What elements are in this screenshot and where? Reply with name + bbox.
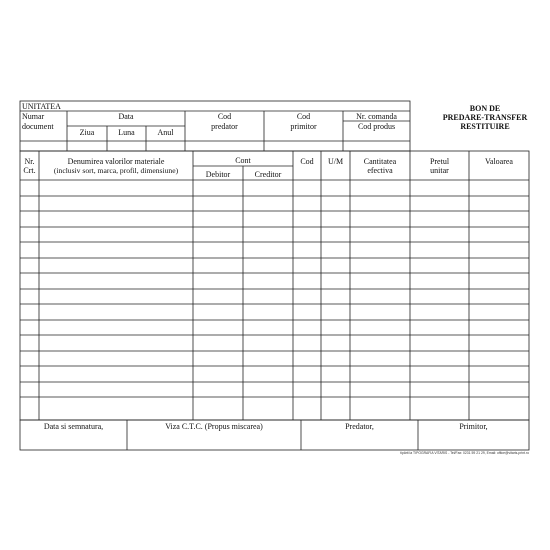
day-label: Ziua (79, 128, 95, 137)
viza-ctc-label: Viza C.T.C. (Propus miscarea) (165, 422, 263, 431)
form-title-line3: RESTITUIRE (460, 122, 510, 131)
year-label: Anul (157, 128, 174, 137)
pretul-header-line2: unitar (430, 166, 449, 175)
denumire-header-line2: (inclusiv sort, marca, profil, dimensiune) (53, 166, 179, 175)
primitor-label: Primitor, (459, 422, 488, 431)
doc-number-label-line1: Numar (22, 112, 45, 121)
predator-label: Predator, (345, 422, 374, 431)
nr-crt-header-line2: Crt. (23, 166, 36, 175)
cod-predator-label-line1: Cod (217, 112, 232, 121)
cantitatea-header-line1: Cantitatea (363, 157, 397, 166)
form-title-line2: PREDARE-TRANSFER (442, 113, 528, 122)
denumire-header-line1: Denumirea valorilor materiale (67, 157, 165, 166)
printer-imprint: tipărit la TIPOGRAFIA VITARIS - Tel/Fax: 0231 59 21 29, Email: office@vitaris-print.ro (400, 451, 529, 455)
data-semnatura-label: Data si semnatura, (43, 422, 104, 431)
cantitatea-header-line2: efectiva (367, 166, 393, 175)
date-label: Data (118, 112, 134, 121)
unit-label: UNITATEA (22, 102, 61, 111)
um-header: U/M (327, 157, 344, 166)
cod-header: Cod (300, 157, 314, 166)
doc-number-label-line2: document (22, 122, 54, 131)
debitor-header: Debitor (205, 170, 231, 179)
cod-primitor-label-line2: primitor (290, 122, 317, 131)
cod-predator-label-line2: predator (211, 122, 238, 131)
pretul-header-line1: Pretul (429, 157, 450, 166)
cod-primitor-label-line1: Cod (296, 112, 311, 121)
product-code-label: Cod produs (357, 122, 396, 131)
form-title-line1: BON DE (469, 104, 501, 113)
nr-crt-header-line1: Nr. (24, 157, 35, 166)
cont-header: Cont (235, 156, 251, 165)
order-number-label: Nr. comanda (356, 112, 397, 121)
creditor-header: Creditor (254, 170, 282, 179)
month-label: Luna (118, 128, 135, 137)
valoarea-header: Valoarea (485, 157, 513, 166)
